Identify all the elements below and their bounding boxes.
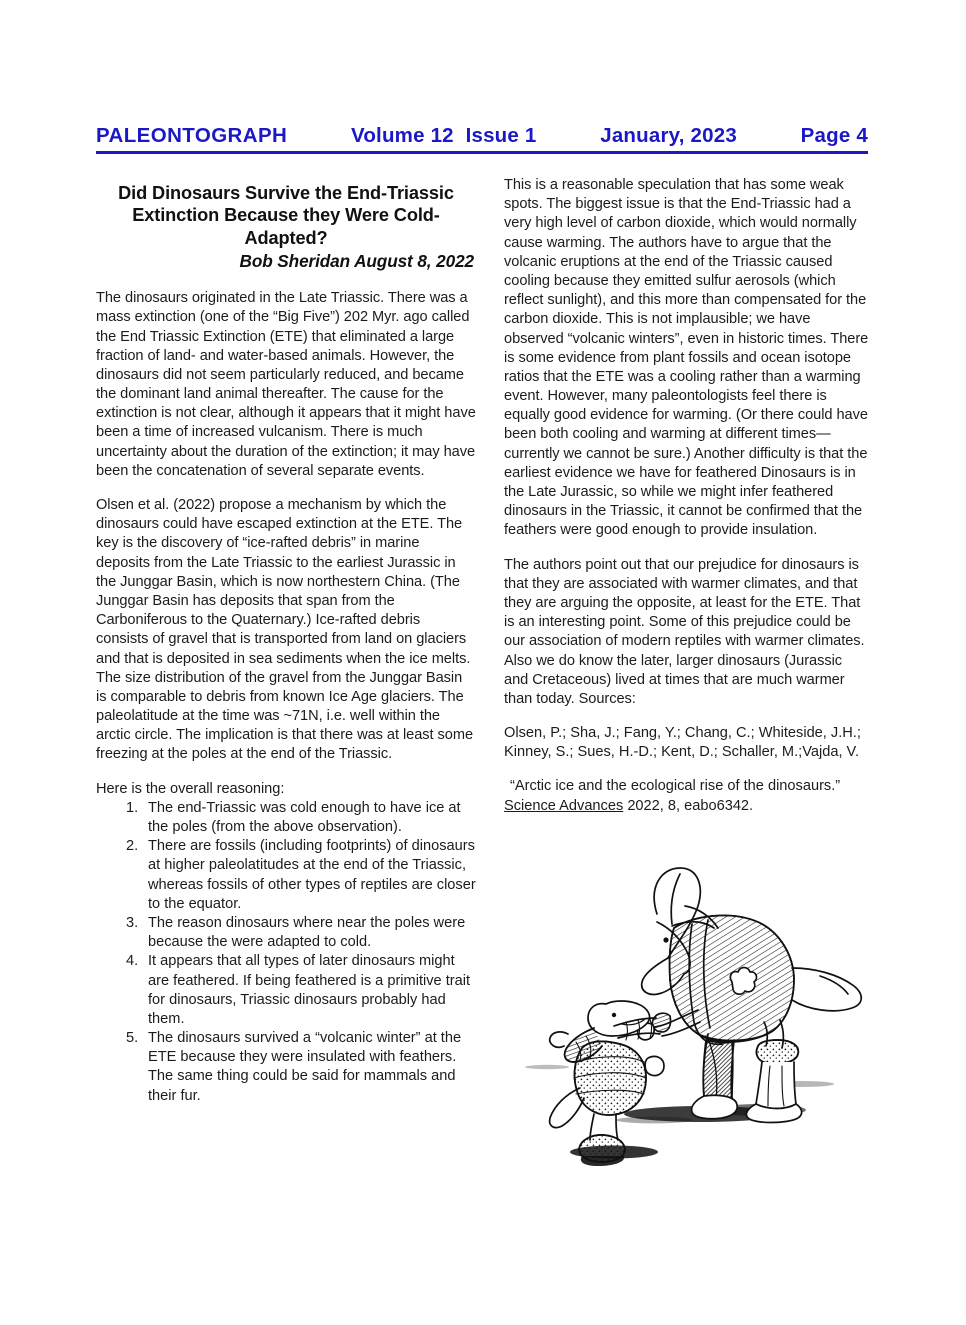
publication-title: PALEONTOGRAPH bbox=[96, 124, 288, 147]
right-paragraph-2: The authors point out that our prejudice for dinosaurs is that they are associated with warmer climates, and that they are arguing the opposite, at least for the ETE. That is an interesting point. Some of this prejudice could be our association of modern reptiles with warmer climates. Also we do know the later, larger dinosaurs (Jurassic and Cretaceous) lived at times that are much warmer than today. Sources: bbox=[504, 556, 865, 707]
issue-date: January, 2023 bbox=[600, 124, 737, 147]
list-item: The dinosaurs survived a “volcanic winter” at the ETE because they were insulated with feathers. The same thing could be said for mammals and their fur. bbox=[148, 1030, 462, 1104]
list-item: The end-Triassic was cold enough to have ice at the poles (from the above observation). bbox=[148, 799, 461, 835]
masthead-header bbox=[96, 124, 868, 154]
reference-authors: Olsen, P.; Sha, J.; Fang, Y.; Chang, C.; Whiteside, J.H.; Kinney, S.; Sues, H.-D.; Kent, D.; Schaller, M.;Vajda, V. bbox=[504, 725, 861, 761]
reference-journal: Science Advances bbox=[504, 797, 624, 814]
left-paragraph-1: The dinosaurs originated in the Late Triassic. There was a mass extinction (one of the “Big Five”) 202 Myr. ago called the End Triassic Extinction (ETE) that eliminated a large fraction of land- and water-based animals. However, the dinosaurs did not seem particularly reduced, and became the dominant land animal thereafter. The cause for the extinction is not clear, although it appears that it might have been a time of increased vulcanism. There is much uncertainty about the duration of the extinction; it may have been the concatenation of several separate events. bbox=[96, 290, 476, 479]
left-paragraph-2: Olsen et al. (2022) propose a mechanism by which the dinosaurs could have escaped extinction at the ETE. The key is the discovery of “ice-rafted debris” in marine deposits from the Late Triassic to the earliest Jurassic in the Junggar Basin, which is now northestern China. (The Junggar Basin has deposits that span from the Carboniferous to the Quaternary.) Ice-rafted debris consists of gravel that is transported from land on glaciers and that is deposited in sea sediments when the ice melts. The size distribution of the gravel from the Junggar Basin is comparable to debris from known Ice Age glaciers. The paleolatitude at the time was ~71N, i.e. well within the arctic circle. The implication is that there was at least some freezing at the poles at the end of the Triassic. bbox=[96, 497, 474, 763]
list-item: The reason dinosaurs where near the poles were because the were adapted to cold. bbox=[148, 914, 466, 951]
reasoning-list bbox=[96, 799, 476, 1106]
article-title: Did Dinosaurs Survive the End-Triassic Extinction Because they Were Cold-Adapted? bbox=[118, 183, 454, 248]
right-paragraph-1: This is a reasonable speculation that has some weak spots. The biggest issue is that the End-Triassic had a very high level of carbon dioxide, which would normally cause warming. The authors have to argue that the volcanic eruptions at the end of the Triassic caused cooling because they emitted sulfur aerosols (which reflect sunlight), and this more than compensated for the carbon dioxide. This is not implausible; we have observed “volcanic winters”, even in historic times. There is some evidence from plant fossils and ocean isotope ratios that the ETE was a cooling rather than a warming event. However, many paleontologists feel there is equally good evidence for warming. (Or there could have been both cooling and warming at different times—currently we cannot be sure.) Another difficulty is that the earliest evidence we have for feathered Dinosaurs is in the Late Jurassic, so while we might infer feathered dinosaurs in the Triassic, it cannot be confirmed that the feathers were good enough to provide insulation. bbox=[504, 177, 869, 539]
right-column bbox=[504, 176, 870, 816]
list-item: There are fossils (including footprints) of dinosaurs at higher paleolatitudes at the end of the Triassic, whereas fossils of other types of reptiles are closer to the equator. bbox=[148, 838, 476, 912]
dinosaur-cartoon-illustration bbox=[502, 862, 882, 1214]
list-item: It appears that all types of later dinosaurs might are feathered. If being feathered is a primitive trait for dinosaurs, Triassic dinosaurs probably had them. bbox=[148, 953, 471, 1027]
volume-issue: Volume 12 Issue 1 bbox=[350, 124, 537, 147]
reference-title: “Arctic ice and the ecological rise of the dinosaurs.” bbox=[510, 778, 841, 795]
reference-citation-rest: 2022, 8, eabo6342. bbox=[623, 797, 754, 814]
reasoning-list-intro: Here is the overall reasoning: bbox=[96, 780, 285, 797]
left-column bbox=[96, 176, 476, 1106]
page-number: Page 4 bbox=[800, 124, 868, 147]
article-byline: Bob Sheridan August 8, 2022 bbox=[239, 251, 474, 272]
reference-citation bbox=[504, 777, 870, 815]
